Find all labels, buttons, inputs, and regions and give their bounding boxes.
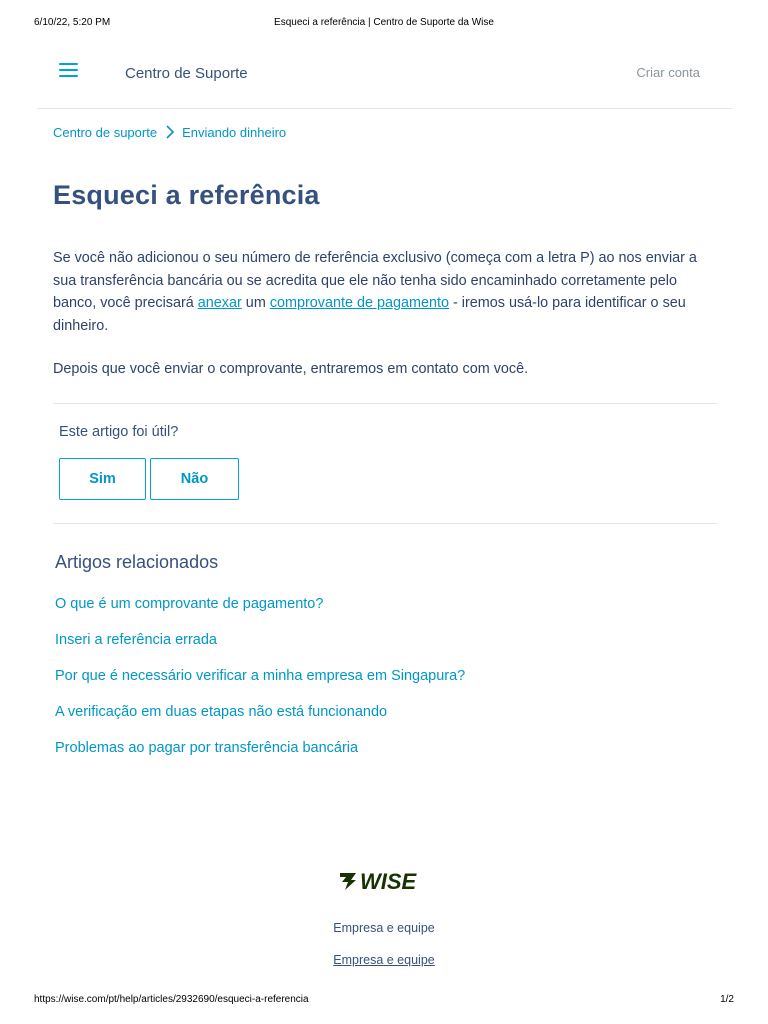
feedback-question: Este artigo foi útil? bbox=[59, 424, 179, 440]
related-article-link[interactable]: Problemas ao pagar por transferência bancária bbox=[55, 740, 359, 756]
footer-company-team-link-wrap bbox=[0, 953, 768, 967]
list-item bbox=[55, 736, 465, 772]
logo-wordmark: WISE bbox=[360, 869, 417, 894]
print-doc-title: Esqueci a referência | Centro de Suporte da Wise bbox=[274, 17, 494, 28]
related-article-link[interactable]: A verificação em duas etapas não está funcionando bbox=[55, 704, 388, 720]
paragraph-text: Se você não adicionou o seu número de referência exclusivo (começa com a letra P) ao nos enviar a sua transferência bancária ou se acredita que ele não tenha sido encaminhado corretamente pelo banco, você precisará bbox=[53, 250, 697, 311]
brand-title[interactable]: Centro de Suporte bbox=[125, 65, 248, 82]
list-item bbox=[55, 700, 465, 736]
article-paragraph-2: Depois que você enviar o comprovante, entraremos em contato com você. bbox=[53, 361, 529, 377]
related-article-link[interactable]: Por que é necessário verificar a minha empresa em Singapura? bbox=[55, 668, 466, 684]
print-footer bbox=[0, 994, 768, 1008]
related-article-link[interactable]: Inseri a referência errada bbox=[55, 632, 217, 648]
print-page-number: 1/2 bbox=[720, 994, 734, 1005]
chevron-right-icon bbox=[162, 124, 178, 140]
related-articles-heading: Artigos relacionados bbox=[55, 552, 219, 572]
proof-of-payment-link[interactable]: comprovante de pagamento bbox=[269, 295, 450, 311]
paragraph-text: - iremos usá-lo para identificar o seu dinheiro. bbox=[53, 295, 686, 334]
related-article-link[interactable]: O que é um comprovante de pagamento? bbox=[55, 596, 324, 612]
feedback-no-button[interactable]: Não bbox=[150, 458, 239, 500]
footer-company-team-link[interactable]: Empresa e equipe bbox=[333, 953, 435, 967]
print-datetime: 6/10/22, 5:20 PM bbox=[34, 17, 111, 28]
breadcrumb bbox=[53, 123, 286, 141]
breadcrumb-current-link[interactable]: Enviando dinheiro bbox=[182, 124, 287, 140]
create-account-link[interactable]: Criar conta bbox=[636, 65, 700, 80]
paragraph-text: um bbox=[241, 295, 270, 311]
list-item bbox=[55, 664, 465, 700]
feedback-yes-button[interactable]: Sim bbox=[59, 458, 146, 500]
footer-section-label: Empresa e equipe bbox=[333, 921, 435, 935]
wise-logo[interactable] bbox=[336, 866, 436, 896]
attach-link[interactable]: anexar bbox=[197, 295, 242, 311]
breadcrumb-home-link[interactable]: Centro de suporte bbox=[53, 124, 158, 140]
top-navigation-bar bbox=[37, 50, 732, 109]
print-url: https://wise.com/pt/help/articles/2932690/esqueci-a-referencia bbox=[34, 994, 309, 1005]
list-item bbox=[55, 592, 465, 628]
print-header bbox=[0, 17, 768, 31]
divider bbox=[53, 403, 717, 404]
article-paragraph-1 bbox=[53, 247, 719, 337]
hamburger-menu-icon[interactable] bbox=[59, 63, 78, 77]
divider bbox=[53, 523, 717, 524]
related-articles-list bbox=[55, 592, 465, 772]
page-title: Esqueci a referência bbox=[53, 180, 320, 210]
list-item bbox=[55, 628, 465, 664]
